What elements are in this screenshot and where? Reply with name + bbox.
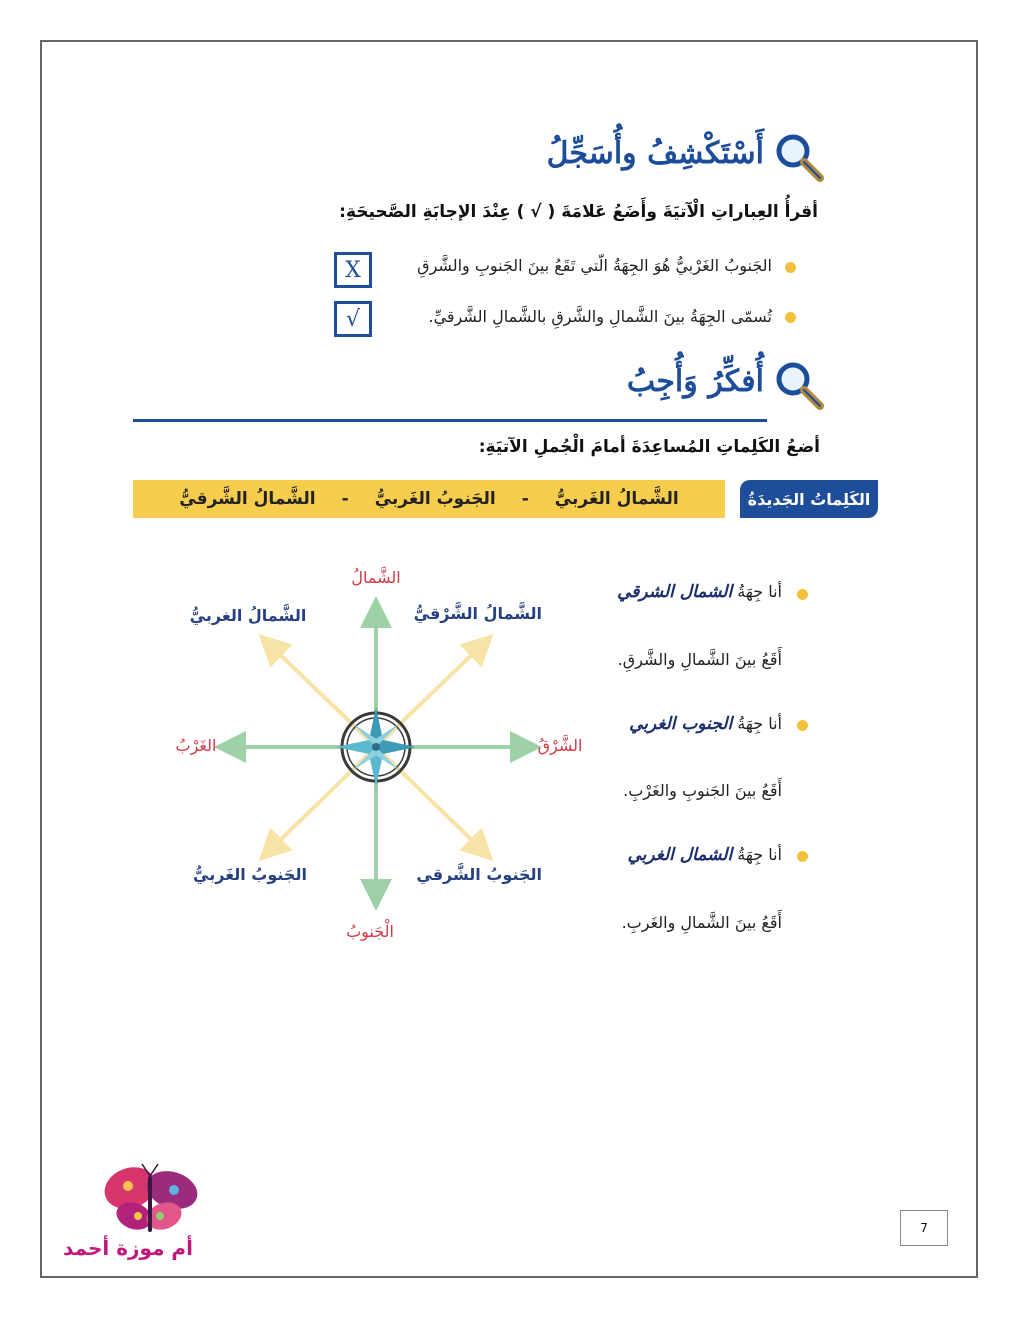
compass-diagram (160, 560, 600, 950)
bullet (797, 589, 808, 600)
answer-mark-2: √ (345, 306, 361, 332)
question-3-answer[interactable]: الشمال الغربي (627, 845, 733, 865)
word-bank-item: الجَنوبُ الغَربيُّ (374, 489, 496, 509)
bullet (797, 720, 808, 731)
magnifier-icon (774, 132, 826, 184)
question-2-description: أَقَعُ بينَ الجَنوبِ والغَرْبِ. (623, 781, 782, 800)
question-1-prefix: أنا جِهَةُ (737, 582, 782, 601)
answer-box-1[interactable] (334, 252, 372, 288)
compass-label-northwest: الشَّمالُ الغربيُّ (189, 606, 307, 625)
arrow-northwest (270, 645, 376, 747)
section2-instruction: أضعُ الكَلِماتِ المُساعِدَةَ أمامَ الْجُملِ الآتيَةِ: (478, 437, 820, 457)
statement-2: تُسمّى الجِهَةُ بينَ الشَّمالِ والشَّرقِ بالشَّمالِ الشَّرقيِّ. (428, 307, 772, 326)
word-separator: - (521, 489, 529, 509)
section2-header (580, 358, 830, 410)
section1-instruction: أقرأُ العِباراتِ الْآتيَةَ وأَضَعُ عَلامَةَ ( √ ) عِنْدَ الإجابَةِ الصَّحيحَةِ: (339, 202, 818, 222)
question-2-line (629, 714, 782, 734)
word-bank-item: الشَّمالُ الغَربيُّ (554, 489, 679, 509)
question-1-answer[interactable]: الشمال الشرقي (617, 582, 733, 602)
question-2-answer[interactable]: الجنوب الغربي (629, 714, 733, 734)
section-divider (133, 419, 767, 422)
bullet (797, 851, 808, 862)
compass-label-south: الْجَنوبُ (346, 922, 394, 941)
compass-label-northeast: الشَّمالُ الشَّرْقيُّ (413, 604, 542, 623)
compass-label-southwest: الجَنوبُ الغَربيُّ (193, 865, 307, 884)
bullet (785, 262, 796, 273)
section2-title: أُفكِّرُ وَأُجِبُ (626, 364, 764, 399)
word-separator: - (341, 489, 349, 509)
question-3-line (627, 845, 782, 865)
compass-label-west: الغَرْبُ (175, 736, 217, 755)
question-1-line (617, 582, 782, 602)
arrow-southeast (376, 747, 482, 850)
answer-box-2[interactable] (334, 301, 372, 337)
page-number: 7 (900, 1210, 948, 1246)
statement-1: الجَنوبُ الغَرْبيُّ هُوَ الجِهَةُ الّتي تَقَعُ بينَ الجَنوبِ والشَّرقِ (417, 256, 772, 275)
watermark-text: أم موزة أحمد (63, 1236, 193, 1260)
arrow-southwest (270, 747, 376, 850)
question-1-description: أَقَعُ بينَ الشَّمالِ والشَّرقِ. (617, 650, 782, 669)
section1-header (546, 132, 830, 182)
word-bank-item: الشَّمالُ الشَّرقيُّ (179, 489, 316, 509)
butterfly-logo-icon (98, 1162, 202, 1240)
word-bank (133, 480, 725, 518)
question-3-prefix: أنا جِهَةُ (737, 845, 782, 864)
compass-label-east: الشَّرْقُ (537, 736, 583, 755)
compass-label-southeast: الجَنوبُ الشَّرقي (416, 865, 542, 884)
compass-label-north: الشَّمالُ (351, 568, 401, 587)
arrow-northeast (376, 645, 482, 747)
bullet (785, 312, 796, 323)
new-words-label: الكَلِماتُ الجَديدَةُ (740, 480, 878, 518)
magnifier-icon (774, 360, 826, 412)
section1-title: أَسْتَكْشِفُ وأُسَجِّلُ (546, 136, 764, 171)
question-2-prefix: أنا جِهَةُ (737, 714, 782, 733)
answer-mark-1: X (345, 257, 361, 283)
question-3-description: أَقَعُ بينَ الشَّمالِ والغَربِ. (621, 913, 782, 932)
